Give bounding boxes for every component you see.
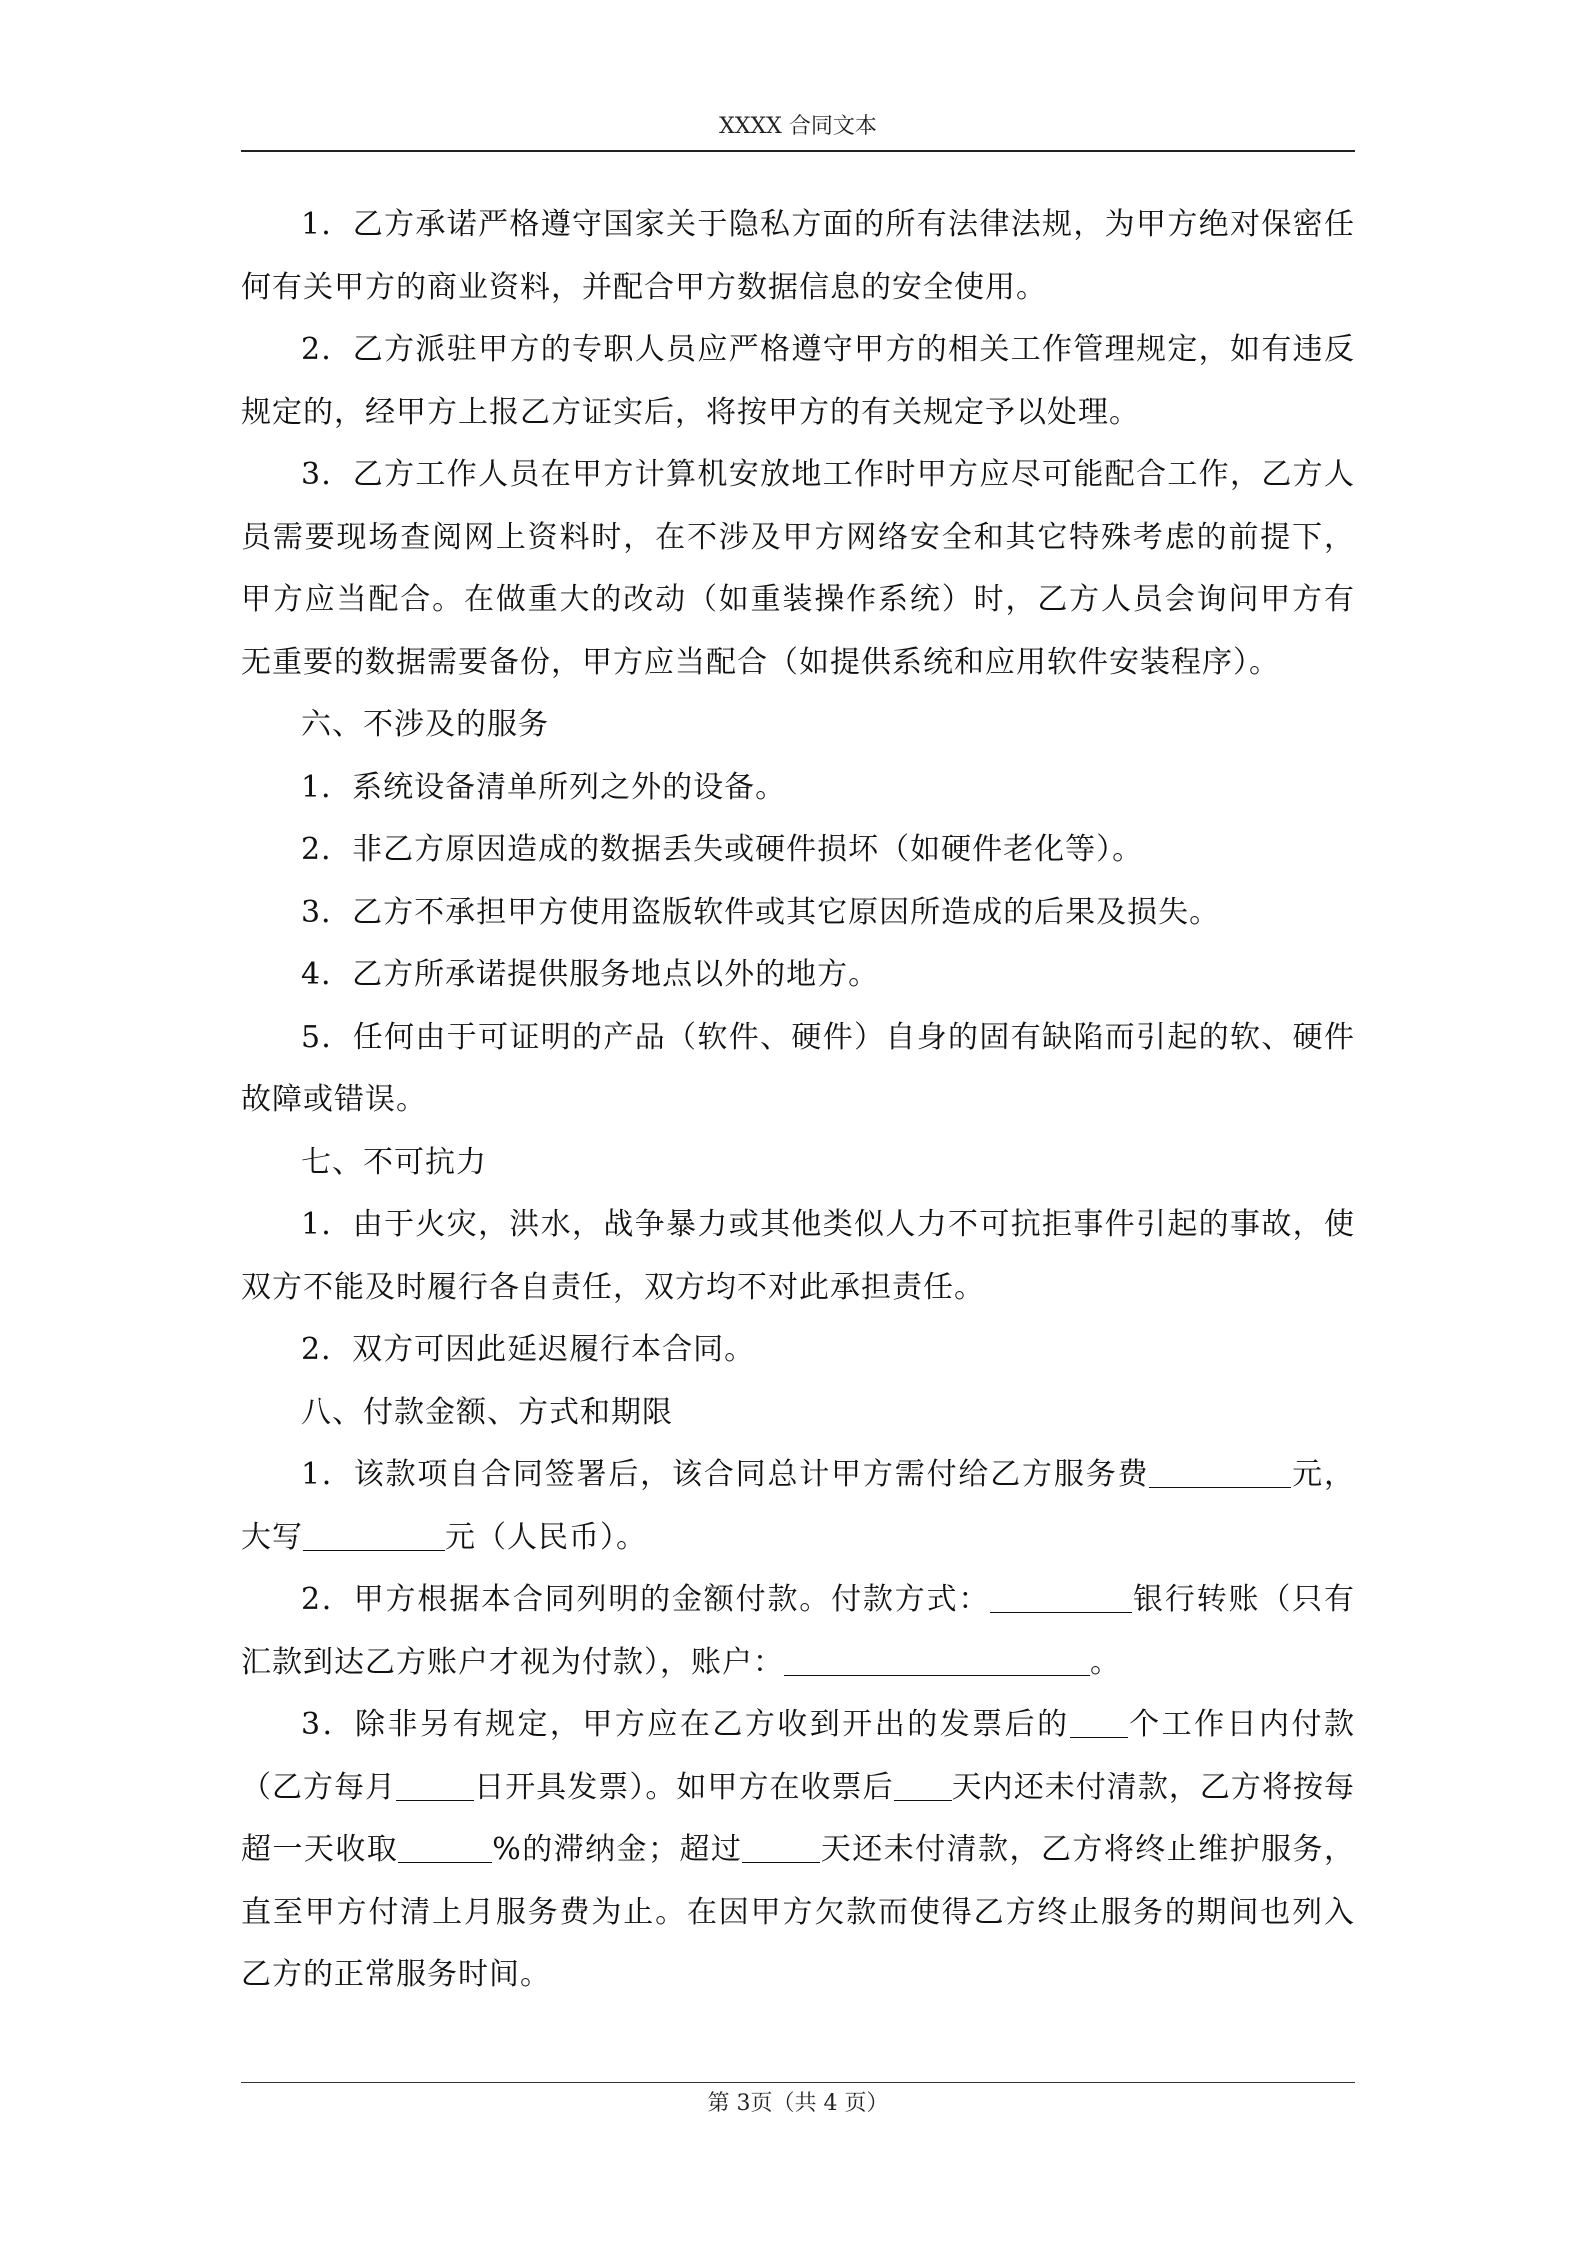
- section-heading-payment: 八、付款金额、方式和期限: [301, 1394, 673, 1430]
- payment-days-blank[interactable]: [1070, 1707, 1128, 1738]
- invoice-day-blank[interactable]: [396, 1770, 474, 1801]
- section-heading-excluded-services: 六、不涉及的服务: [301, 707, 549, 742]
- payment-item-3-text-b: 个工作日内付款（乙方每月: [241, 1707, 1356, 1805]
- payment-item-2-text-c: 。: [1090, 1644, 1121, 1680]
- paragraph-cooperation: 3．乙方工作人员在甲方计算机安放地工作时甲方应尽可能配合工作，乙方人员需要现场查阅网上资料时，在不涉及甲方网络安全和其它特殊考虑的前提下，甲方应当配合。在做重大的改动（如重装操作系统）时，乙方人员会询问甲方有无重要的数据需要备份，甲方应当配合（如提供系统和应用软件安装程序）。: [241, 457, 1355, 680]
- payment-item-2-text-b: 银行转账（只有汇款到达乙方账户才视为付款），账户：: [241, 1582, 1356, 1680]
- excluded-item-5: 5．任何由于可证明的产品（软件、硬件）自身的固有缺陷而引起的软、硬件故障或错误。: [241, 1019, 1355, 1117]
- paragraph-confidentiality: 1．乙方承诺严格遵守国家关于隐私方面的所有法律法规，为甲方绝对保密任何有关甲方的商业资料，并配合甲方数据信息的安全使用。: [241, 207, 1355, 305]
- payment-item-3-text-e: %的滞纳金；超过: [492, 1832, 743, 1867]
- paragraph-staff-rules: 2．乙方派驻甲方的专职人员应严格遵守甲方的相关工作管理规定，如有违反规定的，经甲方上报乙方证实后，将按甲方的有关规定予以处理。: [241, 332, 1355, 430]
- excluded-item-3: 3．乙方不承担甲方使用盗版软件或其它原因所造成的后果及损失。: [301, 894, 1221, 930]
- page-number: 第 3页（共 4 页）: [707, 2091, 889, 2116]
- service-fee-blank[interactable]: [1149, 1457, 1291, 1488]
- late-fee-rate-blank[interactable]: [398, 1832, 492, 1863]
- payment-item-1-text-a: 1．该款项自合同签署后，该合同总计甲方需付给乙方服务费: [301, 1457, 1150, 1492]
- termination-days-blank[interactable]: [742, 1832, 820, 1863]
- excluded-item-4: 4．乙方所承诺提供服务地点以外的地方。: [301, 957, 880, 992]
- section-heading-force-majeure: 七、不可抗力: [301, 1144, 487, 1180]
- page-footer: [241, 2082, 1355, 2119]
- amount-in-words-blank[interactable]: [303, 1520, 445, 1551]
- payment-item-1-text-c: 元（人民币）。: [445, 1519, 647, 1555]
- excluded-item-2: 2．非乙方原因造成的数据丢失或硬件损坏（如硬件老化等）。: [301, 832, 1144, 867]
- payment-item-3-text-f: 天还未付清款，乙方将终止维护服务，直至甲方付清上月服务费为止。在因甲方欠款而使得乙方终止服务的期间也列入乙方的正常服务时间。: [241, 1832, 1355, 1992]
- payment-item-2: [241, 1569, 1355, 1694]
- page-header: [241, 112, 1355, 152]
- payment-item-3-text-d: 天内还未付清款，乙方将按每超一天收取: [241, 1769, 1356, 1867]
- payment-item-2-text-a: 2．甲方根据本合同列明的金额付款。付款方式：: [301, 1582, 991, 1617]
- payment-item-1-text-b: 元，大写: [241, 1457, 1355, 1555]
- force-majeure-item-1: 1．由于火灾，洪水，战争暴力或其他类似人力不可抗拒事件引起的事故，使双方不能及时履行各自责任，双方均不对此承担责任。: [241, 1207, 1355, 1305]
- payment-item-1: [241, 1444, 1355, 1569]
- document-body: [241, 194, 1355, 2007]
- payment-method-blank[interactable]: [990, 1582, 1132, 1613]
- overdue-days-blank[interactable]: [894, 1770, 952, 1801]
- payment-item-3: [241, 1694, 1355, 2007]
- account-blank[interactable]: [784, 1645, 1090, 1676]
- header-title: XXXX 合同文本: [719, 114, 877, 139]
- force-majeure-item-2: 2．双方可因此延迟履行本合同。: [301, 1332, 756, 1367]
- payment-item-3-text-a: 3．除非另有规定，甲方应在乙方收到开出的发票后的: [301, 1707, 1070, 1742]
- payment-item-3-text-c: 日开具发票）。如甲方在收票后: [474, 1769, 894, 1805]
- excluded-item-1: 1．系统设备清单所列之外的设备。: [301, 769, 787, 805]
